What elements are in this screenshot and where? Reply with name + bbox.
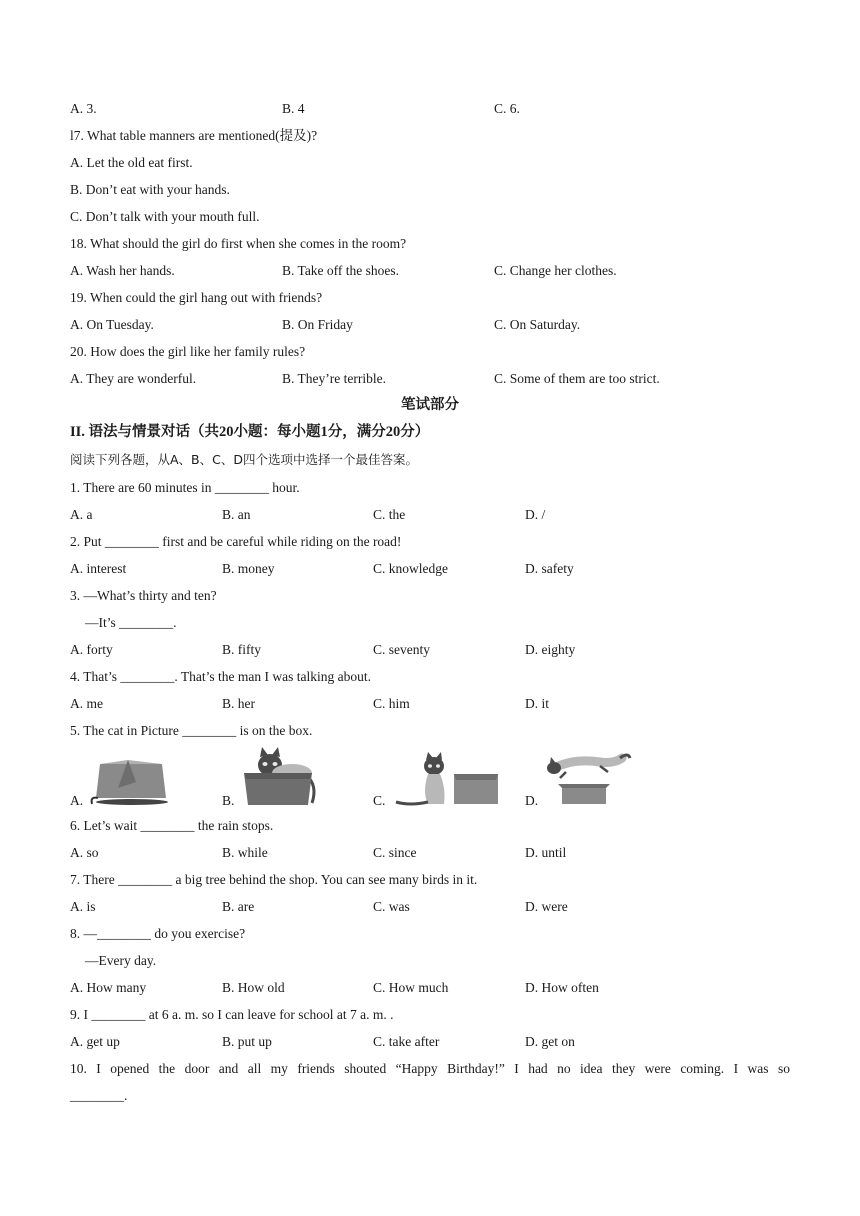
g6-question: 6. Let’s wait ________ the rain stops. <box>70 818 274 833</box>
g3-option-c[interactable]: C. seventy <box>373 642 430 657</box>
g8-option-c[interactable]: C. How much <box>373 980 449 995</box>
g9-option-a[interactable]: A. get up <box>70 1034 120 1049</box>
g1-option-c[interactable]: C. the <box>373 507 406 522</box>
q18-option-c[interactable]: C. Change her clothes. <box>494 263 617 278</box>
g10-question-line2: ________. <box>70 1088 128 1103</box>
g9-option-d[interactable]: D. get on <box>525 1034 575 1049</box>
g1-option-a[interactable]: A. a <box>70 507 93 522</box>
cat-beside-box-picture <box>392 752 502 807</box>
g2-question: 2. Put ________ first and be careful while riding on the road! <box>70 534 402 549</box>
q19-question: 19. When could the girl hang out with friends? <box>70 290 323 305</box>
g2-option-d[interactable]: D. safety <box>525 561 574 576</box>
g6-option-b[interactable]: B. while <box>222 845 268 860</box>
g1-question: 1. There are 60 minutes in ________ hour. <box>70 480 300 495</box>
g7-option-a[interactable]: A. is <box>70 899 96 914</box>
section-title: 笔试部分 <box>401 397 459 413</box>
g8-answer-line: —Every day. <box>85 953 157 968</box>
q20-option-b[interactable]: B. They’re terrible. <box>282 371 386 386</box>
q18-question: 18. What should the girl do first when she comes in the room? <box>70 236 407 251</box>
g7-option-b[interactable]: B. are <box>222 899 255 914</box>
g6-option-c[interactable]: C. since <box>373 845 417 860</box>
g1-option-b[interactable]: B. an <box>222 507 251 522</box>
q17-option-b[interactable]: B. Don’t eat with your hands. <box>70 182 230 197</box>
g3-option-d[interactable]: D. eighty <box>525 642 576 657</box>
g1-option-d[interactable]: D. / <box>525 507 546 522</box>
g9-option-b[interactable]: B. put up <box>222 1034 272 1049</box>
g3-answer-line: —It’s ________. <box>85 615 177 630</box>
g9-question: 9. I ________ at 6 a. m. so I can leave for school at 7 a. m. . <box>70 1007 394 1022</box>
q16-option-a[interactable]: A. 3. <box>70 101 97 116</box>
q19-option-b[interactable]: B. On Friday <box>282 317 353 332</box>
part2-heading: II. 语法与情景对话（共20小题：每小题1分，满分20分） <box>70 424 430 440</box>
g7-question: 7. There ________ a big tree behind the shop. You can see many birds in it. <box>70 872 478 887</box>
q16-option-b[interactable]: B. 4 <box>282 101 305 116</box>
g8-option-b[interactable]: B. How old <box>222 980 285 995</box>
g8-option-d[interactable]: D. How often <box>525 980 599 995</box>
q19-option-c[interactable]: C. On Saturday. <box>494 317 581 332</box>
g9-option-c[interactable]: C. take after <box>373 1034 440 1049</box>
g8-question: 8. —________ do you exercise? <box>70 926 246 941</box>
q20-question: 20. How does the girl like her family rules? <box>70 344 306 359</box>
g7-option-d[interactable]: D. were <box>525 899 568 914</box>
cat-in-box-picture <box>240 745 320 807</box>
g8-option-a[interactable]: A. How many <box>70 980 147 995</box>
q19-option-a[interactable]: A. On Tuesday. <box>70 317 154 332</box>
q18-option-a[interactable]: A. Wash her hands. <box>70 263 175 278</box>
g4-option-b[interactable]: B. her <box>222 696 255 711</box>
g5-option-c[interactable]: C. <box>373 793 386 808</box>
g3-option-b[interactable]: B. fifty <box>222 642 261 657</box>
g6-option-a[interactable]: A. so <box>70 845 99 860</box>
g4-option-c[interactable]: C. him <box>373 696 410 711</box>
part2-instruction: 阅读下列各题，从A、B、C、D四个选项中选择一个最佳答案。 <box>70 452 418 467</box>
g3-option-a[interactable]: A. forty <box>70 642 113 657</box>
g5-option-d[interactable]: D. <box>525 793 539 808</box>
q18-option-b[interactable]: B. Take off the shoes. <box>282 263 400 278</box>
g4-option-a[interactable]: A. me <box>70 696 103 711</box>
q17-question: l7. What table manners are mentioned(提及)? <box>70 128 318 143</box>
g4-option-d[interactable]: D. it <box>525 696 550 711</box>
q16-option-c[interactable]: C. 6. <box>494 101 520 116</box>
g5-option-a[interactable]: A. <box>70 793 84 808</box>
g2-option-c[interactable]: C. knowledge <box>373 561 448 576</box>
g3-question: 3. —What’s thirty and ten? <box>70 588 217 603</box>
g4-question: 4. That’s ________. That’s the man I was talking about. <box>70 669 371 684</box>
g7-option-c[interactable]: C. was <box>373 899 410 914</box>
q17-option-c[interactable]: C. Don’t talk with your mouth full. <box>70 209 260 224</box>
g2-option-a[interactable]: A. interest <box>70 561 127 576</box>
g10-question-line1: 10. I opened the door and all my friends shouted “Happy Birthday!” I had no idea they were coming. I was so <box>70 1061 790 1076</box>
g5-option-b[interactable]: B. <box>222 793 235 808</box>
g6-option-d[interactable]: D. until <box>525 845 567 860</box>
q20-option-a[interactable]: A. They are wonderful. <box>70 371 197 386</box>
g2-option-b[interactable]: B. money <box>222 561 275 576</box>
cat-over-box-picture <box>544 748 634 806</box>
q17-option-a[interactable]: A. Let the old eat first. <box>70 155 193 170</box>
cat-under-box-picture <box>88 758 178 808</box>
q20-option-c[interactable]: C. Some of them are too strict. <box>494 371 660 386</box>
g5-question: 5. The cat in Picture ________ is on the box. <box>70 723 313 738</box>
